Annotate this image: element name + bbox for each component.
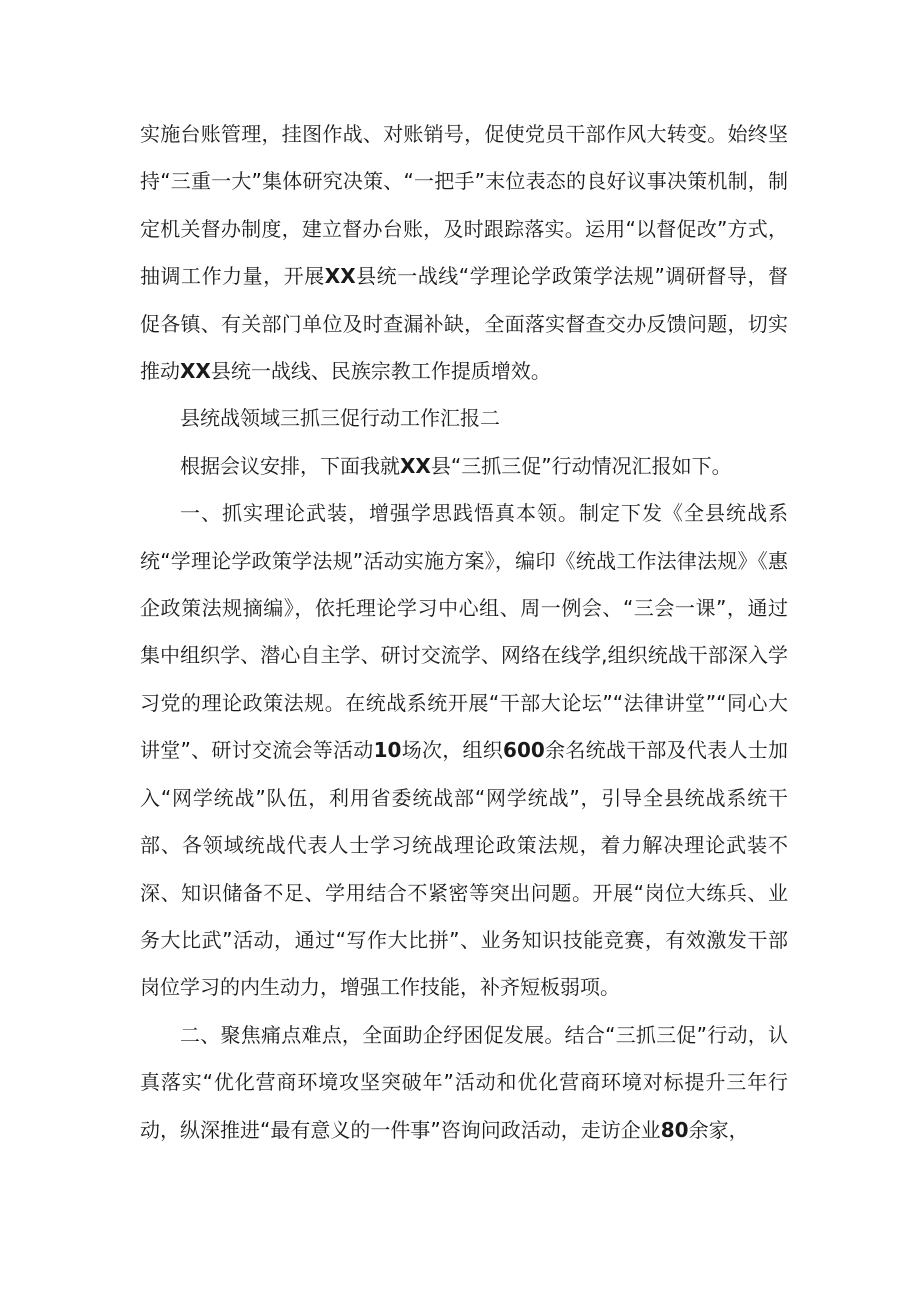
placeholder-county-name: XX <box>324 264 356 289</box>
paragraph-text: 县统一战线、民族宗教工作提质增效。 <box>210 359 551 384</box>
paragraph-text: 县“三抓三促”行动情况汇报如下。 <box>430 453 732 478</box>
placeholder-county-name: XX <box>180 359 211 384</box>
paragraph-text: 根据会议安排，下面我就 <box>180 453 400 478</box>
paragraph-section-two <box>140 1012 788 1154</box>
section-title-text: 县统战领域三抓三促行动工作汇报二 <box>180 406 500 431</box>
placeholder-county-name: XX <box>400 453 431 478</box>
section-title <box>140 395 788 442</box>
paragraph-text: 二、聚焦痛点难点，全面助企纾困促发展。结合“三抓三促”行动，认真落实“优化营商环境攻坚突破年”活动和优化营商环境对标提升三年行动，纵深推进“最有意义的一件事”咨询问政活动，走访企业 <box>140 1022 788 1142</box>
paragraph-intro <box>140 443 788 490</box>
paragraph-text: 实施台账管理，挂图作战、对账销号，促使党员干部作风大转变。始终坚持“三重一大”集体研究决策、“一把手”末位表态的良好议事决策机制，制定机关督办制度，建立督办台账，及时跟踪落实。运用“以督促改”方式，抽调工作力量，开展 <box>140 122 788 289</box>
paragraph-text: 县统一战线“学理论学政策学法规”调研督导，督促各镇、有关部门单位及时查漏补缺，全面落实督查交办反馈问题，切实推动 <box>140 264 789 384</box>
paragraph-text: 一、抓实理论武装，增强学思践悟真本领。制定下发《全县统战系统“学理论学政策学法规”活动实施方案》，编印《统战工作法律法规》《惠企政策法规摘编》，依托理论学习中心组、周一例会、“三会一课”，通过集中组织学、潜心自主学、研讨交流学、网络在线学,组织统战干部深入学习党的理论政策法规。在统战系统开展“干部大论坛”“法律讲堂”“同心大讲堂”、研讨交流会等活动 <box>140 501 788 763</box>
paragraph-continuation <box>140 111 788 395</box>
paragraph-section-one <box>140 490 788 1011</box>
paragraph-text: 余家， <box>688 1117 749 1142</box>
document-body <box>140 111 788 1154</box>
count-cadres: 600 <box>503 738 545 763</box>
count-sessions: 10 <box>373 738 402 763</box>
paragraph-text: 余名统战干部及代表人士加入“网学统战”队伍，利用省委统战部“网学统战”，引导全县统战系统干部、各领域统战代表人士学习统战理论政策法规，着力解决理论武装不深、知识储备不足、学用结合不紧密等突出问题。开展“岗位大练兵、业务大比武”活动，通过“写作大比拼”、业务知识技能竞赛，有效激发干部岗位学习的内生动力，增强工作技能，补齐短板弱项。 <box>140 738 788 1000</box>
paragraph-text: 场次，组织 <box>401 738 504 763</box>
count-enterprises: 80 <box>660 1117 689 1142</box>
